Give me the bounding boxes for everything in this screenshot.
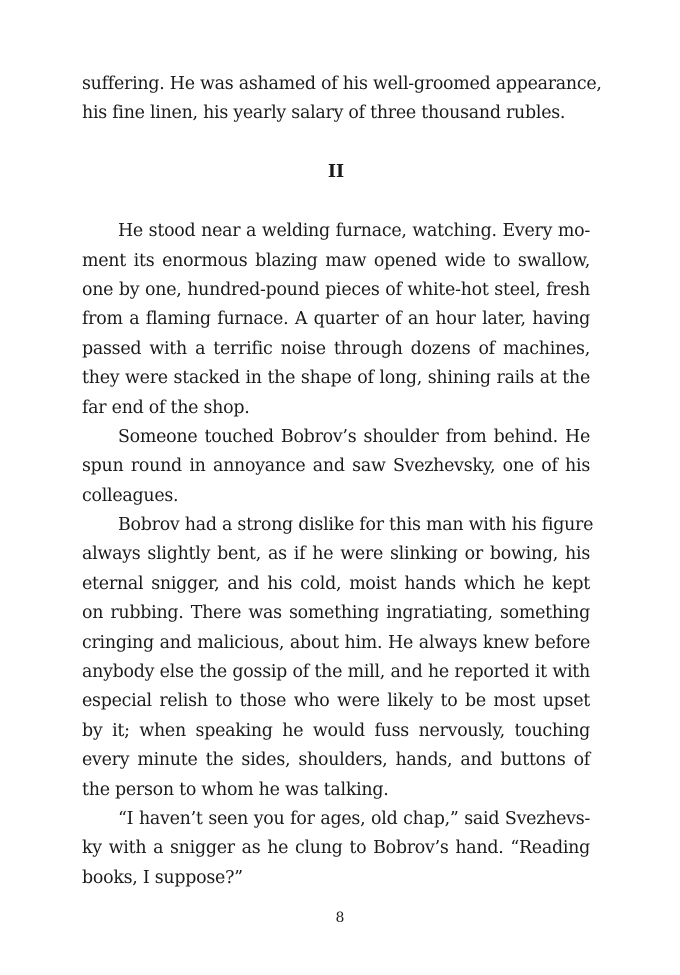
- text-line: by it; when speaking he would fuss nervously, touching: [82, 720, 590, 741]
- text-line: colleagues.: [82, 485, 179, 506]
- chapter-heading: II: [327, 161, 345, 182]
- page-number: 8: [335, 910, 345, 926]
- text-line: ky with a snigger as he clung to Bobrov’s hand. “Reading: [82, 838, 590, 859]
- text-line: one by one, hundred-pound pieces of white-hot steel, fresh: [82, 279, 590, 300]
- text-line: on rubbing. There was something ingratiating, something: [82, 603, 590, 624]
- text-line: books, I suppose?”: [82, 867, 243, 888]
- paragraph-opening: [82, 70, 602, 129]
- text-line: He stood near a welding furnace, watching. Every mo-: [118, 221, 590, 242]
- text-line: Bobrov had a strong dislike for this man with his figure: [118, 515, 594, 536]
- text-line: suffering. He was ashamed of his well-groomed appearance,: [82, 74, 602, 94]
- paragraph: [82, 511, 594, 805]
- text-line: Someone touched Bobrov’s shoulder from behind. He: [118, 426, 590, 447]
- paragraph: [82, 217, 590, 423]
- text-line: eternal snigger, and his cold, moist hands which he kept: [82, 573, 590, 594]
- text-line: cringing and malicious, about him. He always knew before: [82, 632, 590, 653]
- text-line: ment its enormous blazing maw opened wide to swallow,: [82, 250, 590, 271]
- paragraph: [82, 423, 590, 511]
- text-line: especial relish to those who were likely to be most upset: [82, 691, 590, 712]
- text-line: anybody else the gossip of the mill, and he reported it with: [82, 662, 590, 683]
- text-line: the person to whom he was talking.: [82, 779, 389, 800]
- text-line: his fine linen, his yearly salary of three thousand rubles.: [82, 103, 566, 124]
- text-line: from a flaming furnace. A quarter of an hour later, having: [82, 309, 590, 330]
- page-body: [82, 70, 602, 893]
- text-line: always slightly bent, as if he were slinking or bowing, his: [82, 544, 590, 565]
- paragraph: [82, 805, 590, 893]
- text-line: passed with a terrific noise through dozens of machines,: [82, 338, 590, 359]
- text-line: spun round in annoyance and saw Svezhevsky, one of his: [82, 456, 590, 477]
- text-line: “I haven’t seen you for ages, old chap,” said Svezhevs-: [118, 808, 590, 829]
- text-line: every minute the sides, shoulders, hands, and buttons of: [82, 750, 590, 771]
- text-line: far end of the shop.: [82, 397, 250, 418]
- text-line: they were stacked in the shape of long, shining rails at the: [82, 368, 590, 389]
